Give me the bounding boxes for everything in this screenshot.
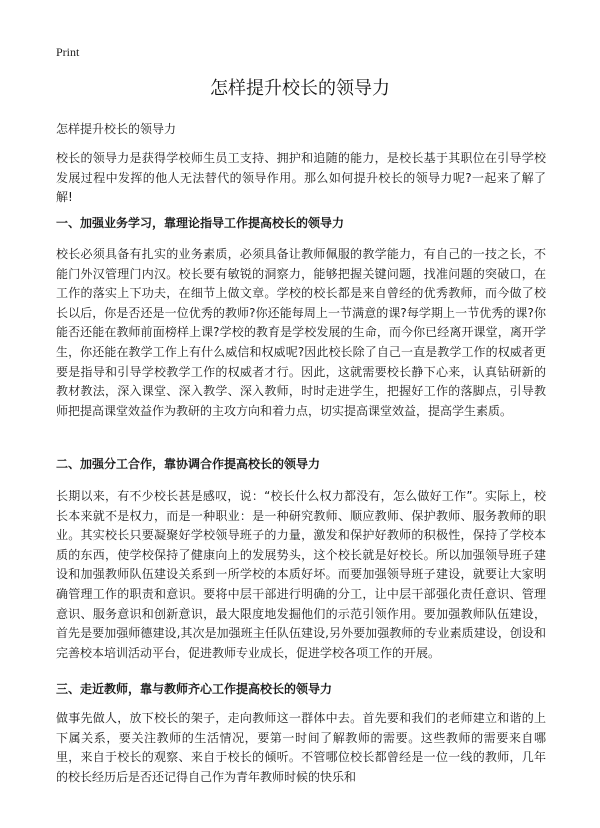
print-link[interactable]: Print — [56, 45, 80, 59]
section-heading-3: 三、走近教师，靠与教师齐心工作提高校长的领导力 — [56, 682, 333, 696]
section-body-1: 校长必须具备有扎实的业务素质，必须具备让教师佩服的教学能力，有自己的一技之长，不能门外汉管理门内汉。校长要有敏锐的洞察力，能够把握关键问题，找准问题的突破口，在工作的落实上下功夫，在细节上做文章。学校的校长都是来自曾经的优秀教师，而今做了校长以后，你是否还是一位优秀的教师?你还能每周上一节满意的课?每学期上一节优秀的课?你能否还能在教师前面榜样上课?学校的教育是学校发展的生命，而今你已经离开课堂，离开学生，你还能在教学工作上有什么威信和权威呢?因此校长除了自己一直是教学工作的权威者更要是指导和引导学校教学工作的权威者才行。因此，这就需要校长静下心来，认真钻研新的教材教法，深入课堂、深入教学、深入教师，时时走进学生，把握好工作的落脚点，引导教师把提高课堂效益作为教研的主攻方向和着力点，切实提高课堂效益，提高学生素质。 — [56, 247, 546, 418]
intro-paragraph: 校长的领导力是获得学校师生员工支持、拥护和追随的能力，是校长基于其职位在引导学校发展过程中发挥的他人无法替代的领导作用。那么如何提升校长的领导力呢?一起来了解了解! — [56, 151, 546, 205]
page-title: 怎样提升校长的领导力 — [210, 78, 390, 99]
section-heading-2: 二、加强分工合作，靠协调合作提高校长的领导力 — [56, 457, 321, 471]
section-body-2: 长期以来，有不少校长甚是感叹，说：“校长什么权力都没有，怎么做好工作”。实际上，校长本来就不是权力，而是一种职业：是一种研究教师、顺应教师、保护教师、服务教师的职业。其实校长只要凝聚好学校领导班子的力量，激发和保护好教师的积极性，保持了学校本质的东西，使学校保持了健康向上的发展势头，这个校长就是好校长。所以加强领导班子建设和加强教师队伍建设关系到一所学校的本质好坏。而要加强领导班子建设，就要让大家明确管理工作的职责和意识。要将中层干部进行明确的分工，让中层干部强化责任意识、管理意识、服务意识和创新意识，最大限度地发掘他们的示范引领作用。要加强教师队伍建设，首先是要加强师德建设,其次是加强班主任队伍建设,另外要加强教师的专业素质建设，创设和完善校本培训活动平台，促进教师专业成长，促进学校各项工作的开展。 — [56, 489, 546, 660]
document-subtitle: 怎样提升校长的领导力 — [56, 122, 177, 136]
section-heading-1: 一、加强业务学习，靠理论指导工作提高校长的领导力 — [56, 216, 345, 230]
section-body-3: 做事先做人，放下校长的架子，走向教师这一群体中去。首先要和我们的老师建立和谐的上下属关系，要关注教师的生活情况，要第一时间了解教师的需要。这些教师的需要来自哪里，来自于校长的观察、来自于校长的倾听。不管哪位校长都曾经是一位一线的教师，几年的校长经历后是否还记得自己作为青年教师时候的快乐和 — [56, 711, 546, 784]
